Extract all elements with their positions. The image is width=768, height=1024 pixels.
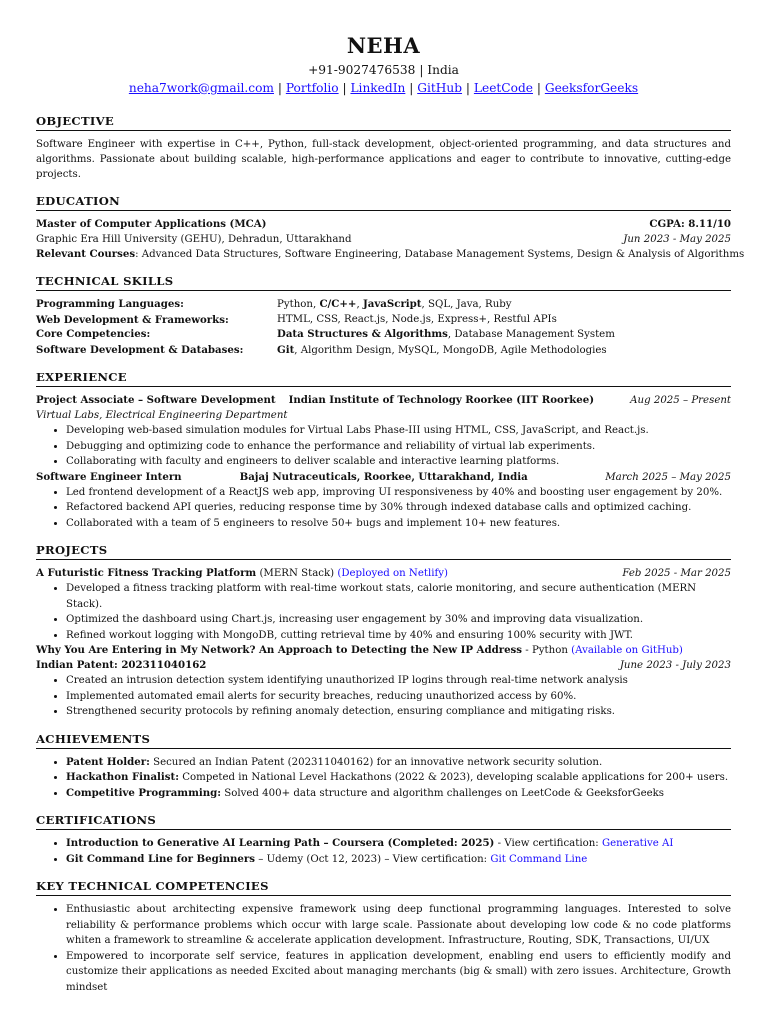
achievements-heading: ACHIEVEMENTS <box>36 732 731 749</box>
job-org: Bajaj Nutraceuticals, Roorkee, Uttarakhand, India <box>239 470 528 483</box>
list-item: • Competitive Programming: Solved 400+ data structure and algorithm challenges on LeetCode & GeeksforGeeks <box>66 786 731 802</box>
job-bullets <box>36 423 731 470</box>
objective-text: Software Engineer with expertise in C++, Python, full-stack development, object-oriented programming, and data structures and algorithms. Passionate about building scalable, high-performance applications and eager to contribute to innovative, cutting-edge projects. <box>36 139 731 180</box>
list-item: • Implemented automated email alerts for security breaches, reducing unauthorized access by 60%. <box>66 689 731 705</box>
list-item: • Hackathon Finalist: Competed in National Level Hackathons (2022 & 2023), developing scalable applications for 200+ users. <box>66 770 731 786</box>
job-role: Software Engineer Intern <box>36 470 182 483</box>
job-dates: March 2025 – May 2025 <box>605 471 731 483</box>
job-role: Project Associate – Software Development <box>36 394 276 406</box>
certifications-heading: CERTIFICATIONS <box>36 813 731 830</box>
portfolio-link[interactable]: Portfolio <box>285 81 339 95</box>
skill-label: Core Competencies: <box>36 328 151 340</box>
relevant-courses <box>36 247 745 262</box>
list-item: • Developed a fitness tracking platform with real-time workout stats, calorie monitoring, and secure authentication (MERN Stack). <box>66 581 731 612</box>
project-name: Why You Are Entering in My Network? An Approach to Detecting the New IP Address <box>36 644 523 656</box>
education-dates: Jun 2023 - May 2025 <box>623 234 731 245</box>
competencies-list <box>36 902 731 995</box>
github-link[interactable]: GitHub <box>417 81 463 95</box>
profile-links: neha7work@gmail.com | Portfolio | LinkedIn | GitHub | LeetCode | GeeksforGeeks <box>128 81 639 95</box>
project-header <box>36 643 731 658</box>
list-item: • Empowered to incorporate self service, features in application development, enabling end users to efficiently modify and customize their applications as needed Excited about managing merchants (big & small) with zero issues. Architecture, Growth mindset <box>66 949 731 996</box>
list-item: • Git Command Line for Beginners – Udemy (Oct 12, 2023) – View certification: Git Command Line <box>66 852 731 868</box>
certificate-link[interactable]: Git Command Line <box>490 853 588 865</box>
education-school-row <box>36 232 731 247</box>
project-header <box>36 566 731 581</box>
list-item: • Patent Holder: Secured an Indian Patent (202311040162) for an innovative network security solution. <box>66 755 731 771</box>
linkedin-link[interactable]: LinkedIn <box>350 81 406 95</box>
skill-value: Python, C/C++, JavaScript, SQL, Java, Ruby <box>277 298 512 310</box>
candidate-name: NEHA <box>346 33 421 58</box>
education-heading: EDUCATION <box>36 194 731 211</box>
skills-heading: TECHNICAL SKILLS <box>36 274 731 291</box>
project-bullets <box>36 673 731 720</box>
list-item: • Optimized the dashboard using Chart.js, increasing user engagement by 30% and improving data visualization. <box>66 612 731 628</box>
list-item: • Enthusiastic about architecting expensive framework using deep functional programming languages. Interested to solve reliability & performance problems which occur with large scale. Passionate about developing low code & no code platforms whiten a framework to streamline & accelerate application development. Infrastructure, Routing, SDK, Transactions, UI/UX <box>66 902 731 949</box>
list-item: • Debugging and optimizing code to enhance the performance and reliability of virtual lab experiments. <box>66 439 731 455</box>
email-link[interactable]: neha7work@gmail.com <box>128 81 274 95</box>
list-item: • Developing web-based simulation modules for Virtual Labs Phase-III using HTML, CSS, JavaScript, and React.js. <box>66 423 731 439</box>
job-header <box>36 470 731 485</box>
project-bullets <box>36 581 731 643</box>
list-item: • Strengthened security protocols by refining anomaly detection, ensuring compliance and mitigating risks. <box>66 704 731 720</box>
courses-label: Relevant Courses <box>36 248 136 260</box>
list-item: • Led frontend development of a ReactJS web app, improving UI responsiveness by 40% and boosting user engagement by 20%. <box>66 485 731 501</box>
project-stack: - Python <box>522 645 572 656</box>
patent-number: Indian Patent: 202311040162 <box>36 659 207 671</box>
skills-grid <box>36 297 731 358</box>
job-header <box>36 393 731 408</box>
skill-value: Git, Algorithm Design, MySQL, MongoDB, Agile Methodologies <box>277 343 607 356</box>
skill-label: Software Development & Databases: <box>36 343 244 356</box>
list-item: • Refined workout logging with MongoDB, cutting retrieval time by 40% and ensuring 100% security with JWT. <box>66 628 731 644</box>
project-dates: Feb 2025 - Mar 2025 <box>622 568 731 579</box>
achievements-list <box>36 755 731 802</box>
list-item: • Collaborated with a team of 5 engineers to resolve 50+ bugs and implement 10+ new features. <box>66 516 731 532</box>
experience-heading: EXPERIENCE <box>36 370 731 387</box>
certifications-list <box>36 836 731 867</box>
project-name: A Futuristic Fitness Tracking Platform <box>36 567 257 579</box>
job-dates: Aug 2025 – Present <box>630 395 731 406</box>
project-link[interactable]: (Available on GitHub) <box>571 645 683 656</box>
list-item: • Introduction to Generative AI Learning Path – Coursera (Completed: 2025) - View certification: Generative AI <box>66 836 731 852</box>
contact-line: +91-9027476538 | India <box>308 63 459 77</box>
leetcode-link[interactable]: LeetCode <box>473 81 533 95</box>
list-item: • Created an intrusion detection system identifying unauthorized IP logins through real-time network analysis <box>66 673 731 689</box>
cgpa: CGPA: 8.11/10 <box>649 218 731 230</box>
project-link[interactable]: (Deployed on Netlify) <box>337 568 448 579</box>
list-item: • Collaborating with faculty and engineers to deliver scalable and interactive learning platforms. <box>66 454 731 470</box>
courses-list: : Advanced Data Structures, Software Engineering, Database Management Systems, Design & Analysis of Algorithms <box>135 249 745 260</box>
patent-row <box>36 658 731 673</box>
project-dates: June 2023 - July 2023 <box>619 660 731 671</box>
certificate-link[interactable]: Generative AI <box>601 838 674 849</box>
job-subtitle: Virtual Labs, Electrical Engineering Department <box>36 410 288 421</box>
geeksforgeeks-link[interactable]: GeeksforGeeks <box>544 81 639 95</box>
school: Graphic Era Hill University (GEHU), Dehradun, Uttarakhand <box>36 234 352 245</box>
projects-heading: PROJECTS <box>36 543 731 560</box>
skill-value: Data Structures & Algorithms, Database Management System <box>277 328 615 340</box>
objective-heading: OBJECTIVE <box>36 114 731 131</box>
job-bullets <box>36 485 731 532</box>
skill-value: HTML, CSS, React.js, Node.js, Express+, Restful APIs <box>277 313 557 325</box>
job-org: Indian Institute of Technology Roorkee (IIT Roorkee) <box>288 394 595 406</box>
competencies-heading: KEY TECHNICAL COMPETENCIES <box>36 879 731 896</box>
skill-label: Web Development & Frameworks: <box>36 313 229 326</box>
list-item: • Refactored backend API queries, reducing response time by 30% through indexed database calls and optimized caching. <box>66 500 731 516</box>
skill-label: Programming Languages: <box>36 298 184 310</box>
education-degree-row <box>36 217 731 232</box>
degree: Master of Computer Applications (MCA) <box>36 218 267 230</box>
project-stack: (MERN Stack) <box>256 568 338 579</box>
